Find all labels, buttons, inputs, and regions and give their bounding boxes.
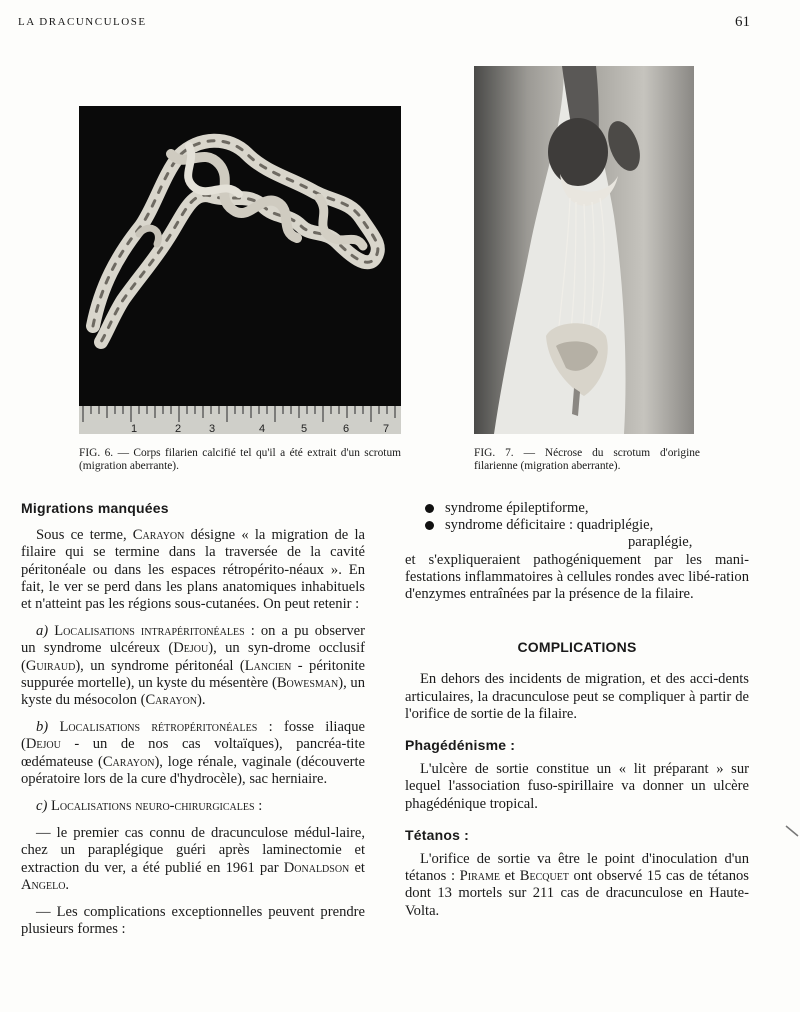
figure-7-caption-text: — Nécrose du scrotum d'origine filarienne (migration aberrante).	[474, 447, 700, 472]
list-marker-b: b)	[36, 719, 49, 736]
author-name: Dejou	[173, 640, 209, 657]
text-fragment: - un de nos cas voltaïques), pancréa-tite œdémateuse (	[21, 736, 365, 770]
text-fragment: ), un kyste du mésocolon (	[21, 674, 365, 709]
text-fragment: : on a pu observer un syndrome ulcéreux (	[21, 623, 366, 657]
text-fragment: .	[65, 876, 70, 893]
author-name: Pirame	[459, 868, 500, 885]
text-fragment: et	[499, 868, 520, 885]
text-fragment: - péritonite suppurée mortelle), un kyste du mésentère (	[21, 657, 365, 691]
heading-migrations-manquees: Migrations manquées	[21, 500, 169, 516]
text-fragment: — le premier cas connu de dracunculose médul-laire, chez un paraplégique guéri après laminectomie et extraction du ver, a été publié en 1961 par	[21, 825, 365, 876]
ruler-label-1: 1	[131, 423, 138, 434]
list-item	[425, 517, 749, 551]
figure-6-caption	[79, 447, 401, 473]
author-name: Carayon	[102, 753, 155, 770]
text-fragment: ), loge rénale, vaginale (découverte opératoire lors de la cure d'hydrocèle), sac herniaire.	[21, 753, 365, 787]
figure-7-illustration	[474, 66, 694, 434]
subsection-title-retroperitoneal: Localisations rétropéritonéales	[59, 719, 258, 736]
ruler-label-6: 6	[343, 423, 350, 434]
paragraph-exceptional-complications: — Les complications exceptionnelles peuvent prendre plusieurs formes :	[21, 904, 365, 938]
figure-7-scrotal-necrosis-photo	[474, 66, 694, 434]
ruler-label-2: 2	[175, 423, 182, 434]
paragraph-tetanos	[405, 851, 749, 920]
paragraph-intraperitoneal	[21, 623, 365, 709]
paragraph-neurosurgical	[21, 798, 365, 815]
author-name: Dejou	[25, 736, 61, 753]
complication-forms-list	[425, 500, 749, 552]
ruler-label-5: 5	[301, 423, 308, 434]
heading-phagedenisme: Phagédénisme :	[405, 737, 516, 754]
list-item-continuation: paraplégie,	[628, 534, 693, 551]
ruler-label-7: 7	[383, 423, 390, 434]
heading-tetanos: Tétanos :	[405, 826, 470, 843]
figure-6-illustration	[79, 106, 401, 434]
paragraph-first-case	[21, 825, 365, 894]
subsection-title-intraperitoneal: Localisations intrapéritonéales	[54, 623, 245, 640]
list-marker-a: a)	[36, 623, 49, 640]
author-name: Guiraud	[25, 657, 76, 674]
text-fragment: : fosse iliaque (	[21, 719, 365, 753]
figure-7-label: FIG. 7.	[474, 447, 514, 459]
author-name: Bowesman	[276, 674, 339, 691]
paragraph-complications: En dehors des incidents de migration, et des acci-dents articulaires, la dracunculose peut se compliquer à partir de l'orifice de sortie de la filaire.	[405, 671, 749, 722]
text-fragment: ont observé 15 cas de tétanos dont 13 mortels sur 211 cas de dracunculose en Haute-Volta.	[405, 868, 749, 919]
text-fragment: :	[254, 798, 263, 815]
author-name: Lancien	[244, 657, 292, 674]
left-column	[21, 500, 365, 948]
paragraph-intro	[21, 527, 365, 613]
list-item-text: syndrome épileptiforme,	[445, 500, 589, 516]
page-header	[18, 14, 750, 34]
author-name: Donaldson	[283, 859, 350, 876]
intro-text-start: Sous ce terme,	[36, 527, 133, 544]
running-title: LA DRACUNCULOSE	[18, 16, 147, 28]
figure-6-caption-text: — Corps filarien calcifié tel qu'il a été extrait d'un scrotum (migration aberrante).	[79, 447, 401, 472]
ruler-label-4: 4	[259, 423, 266, 434]
right-column	[405, 500, 749, 930]
text-fragment: ), un syndrome péritonéal (	[75, 657, 245, 674]
bullet-icon	[425, 504, 434, 513]
subsection-title-neurosurgical: Localisations neuro-chirurgicales	[51, 798, 255, 815]
bullet-icon	[425, 521, 434, 530]
page-edge-mark	[784, 824, 800, 838]
list-item	[425, 500, 749, 517]
paragraph-pathogenesis: et s'expliqueraient pathogéniquement par les mani-festations inflammatoires à cellules rondes avec libé-ration d'enzymes entraînées par la présence de la filaire.	[405, 551, 749, 603]
author-name: Carayon	[132, 527, 185, 544]
paragraph-phagedenisme: L'ulcère de sortie constitue un « lit préparant » sur lequel l'association fuso-spirillaire va donner un ulcère phagédénique tropical.	[405, 761, 749, 812]
figure-7-caption	[474, 447, 700, 473]
heading-complications: COMPLICATIONS	[517, 639, 637, 656]
text-fragment: ), un syn-drome occlusif (	[21, 640, 365, 674]
text-fragment: L'orifice de sortie va être le point d'inoculation d'un tétanos :	[405, 851, 749, 885]
paragraph-retroperitoneal	[21, 719, 365, 788]
list-item-text: syndrome déficitaire : quadriplégie,	[445, 517, 654, 534]
author-name: Angelo	[21, 876, 66, 893]
author-name: Becquet	[519, 868, 569, 885]
list-marker-c: c)	[36, 798, 48, 815]
figure-6-label: FIG. 6.	[79, 447, 114, 459]
author-name: Carayon	[145, 692, 198, 709]
text-fragment: et	[349, 859, 365, 876]
page-number: 61	[735, 14, 750, 30]
ruler-label-3: 3	[209, 423, 216, 434]
text-fragment: ).	[197, 692, 206, 709]
figure-6-calcified-worm-photo	[79, 106, 401, 434]
intro-text-end: désigne « la migration de la filaire qui se termine dans la traversée de la cavité péritonéale ou dans les espaces rétropérito-néaux ». En fait, le ver se perd dans les plans anatomiques inhabituels et n'atteint pas les régions sous-cutanées. On peut retenir :	[21, 527, 365, 613]
